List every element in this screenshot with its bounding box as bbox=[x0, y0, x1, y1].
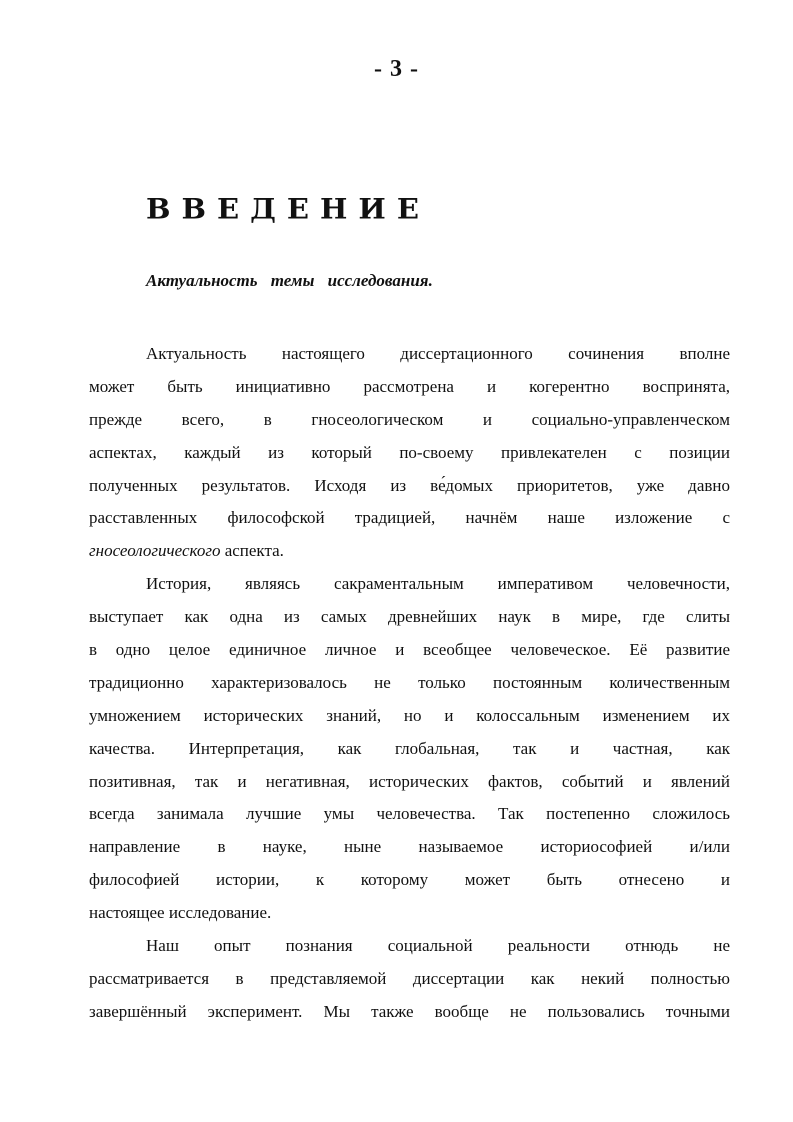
text-line: выступает как одна из самых древнейших наук в мире, где слиты bbox=[89, 607, 730, 627]
text-line: Наш опыт познания социальной реальности отнюдь не bbox=[146, 936, 730, 956]
text-line bbox=[89, 535, 730, 568]
text-line: в одно целое единичное личное и всеобщее человеческое. Её развитие bbox=[89, 640, 730, 660]
section-heading: Актуальность темы исследования. bbox=[146, 271, 433, 290]
text-line: рассматривается в представляемой диссертации как некий полностью bbox=[89, 968, 730, 988]
text-line: традиционно характеризовалось не только постоянным количественным bbox=[89, 672, 730, 692]
page-number: - 3 - bbox=[374, 56, 419, 82]
text-line: Актуальность настоящего диссертационного сочинения вполне bbox=[146, 344, 730, 363]
text-line: позитивная, так и негативная, исторических фактов, событий и явлений bbox=[89, 771, 730, 791]
body-text bbox=[89, 338, 730, 1029]
text-line: аспектах, каждый из который по-своему привлекателен с позиции bbox=[89, 442, 730, 462]
text-line: всегда занимала лучшие умы человечества. Так постепенно сложилось bbox=[89, 804, 730, 824]
text-line: качества. Интерпретация, как глобальная, так и частная, как bbox=[89, 738, 730, 758]
text-line: умножением исторических знаний, но и колоссальным изменением их bbox=[89, 705, 730, 725]
italic-term: гносеологического bbox=[89, 541, 221, 561]
text-line: философией истории, к которому может быть отнесено и bbox=[89, 870, 730, 890]
text-line: настоящее исследование. bbox=[89, 903, 272, 923]
text-line: завершённый эксперимент. Мы также вообще не пользовались точными bbox=[89, 1001, 730, 1021]
text-line: направление в науке, ныне называемое историософией и/или bbox=[89, 837, 730, 857]
text-fragment: аспекта. bbox=[220, 541, 284, 561]
text-line: полученных результатов. Исходя из ве́домых приоритетов, уже давно bbox=[89, 475, 730, 495]
text-line: История, являясь сакраментальным императивом человечности, bbox=[146, 574, 730, 594]
text-line: прежде всего, в гносеологическом и социально-управленческом bbox=[89, 409, 730, 429]
chapter-title: ВВЕДЕНИЕ bbox=[146, 192, 430, 226]
text-line: расставленных философской традицией, начнём наше изложение с bbox=[89, 508, 730, 528]
text-line: может быть инициативно рассмотрена и когерентно воспринята, bbox=[89, 376, 730, 396]
